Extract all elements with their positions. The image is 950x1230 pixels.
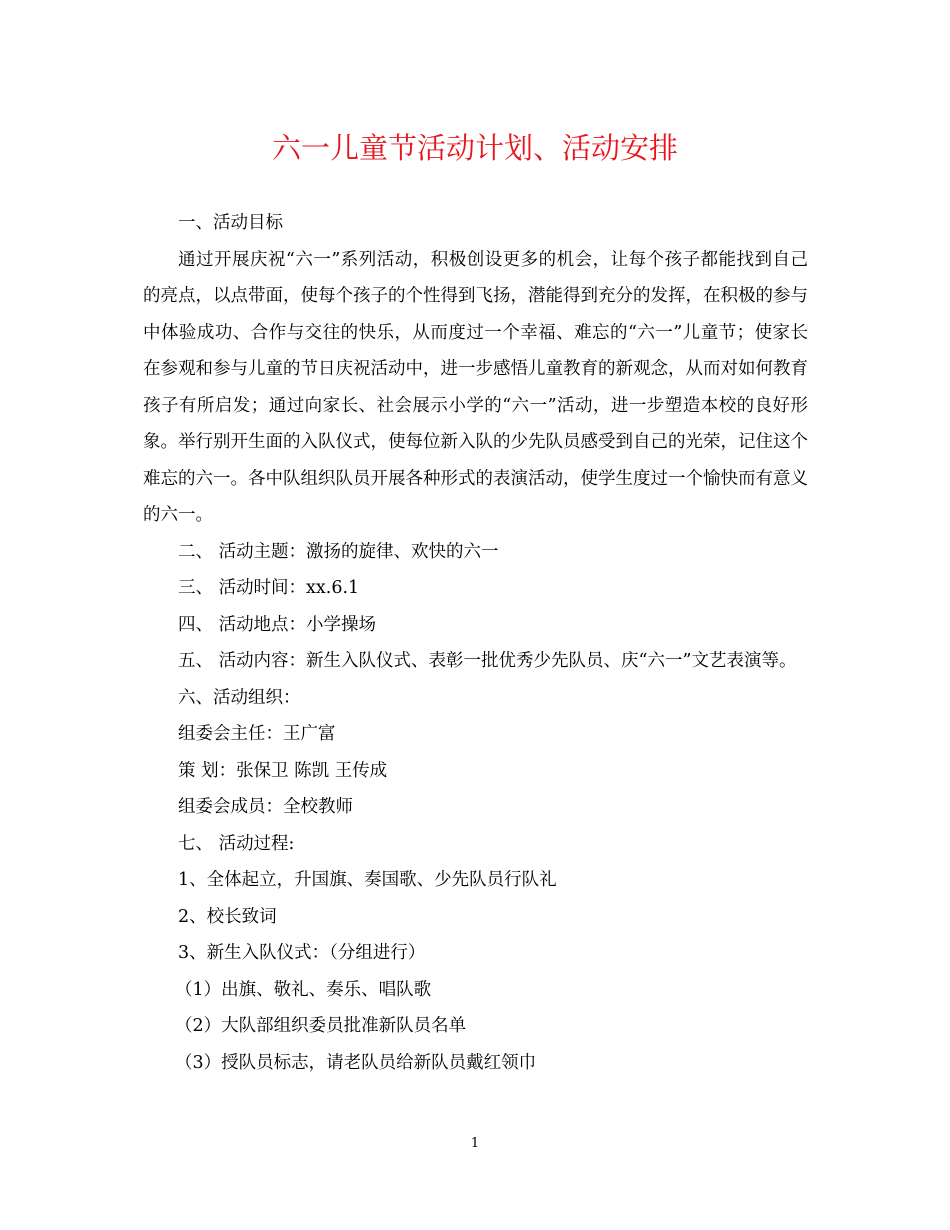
- process-substep-2: （2）大队部组织委员批准新队员名单: [175, 1016, 467, 1036]
- process-substep-3: （3）授队员标志，请老队员给新队员戴红领巾: [175, 1052, 537, 1073]
- section-content: 五、 活动内容：新生入队仪式、表彰一批优秀少先队员、庆“六一”文艺表演等。: [178, 651, 797, 671]
- committee-director: 组委会主任：王广富: [178, 724, 336, 744]
- process-step-3: 3、新生入队仪式：（分组进行）: [178, 943, 426, 963]
- process-step-1: 1、全体起立，升国旗、奏国歌、少先队员行队礼: [178, 870, 557, 890]
- section-location: 四、 活动地点：小学操场: [178, 614, 377, 635]
- section-organization: 六、活动组织：: [178, 687, 301, 708]
- section-time: 三、 活动时间：xx.6.1: [178, 578, 360, 598]
- document-body: [143, 205, 808, 1081]
- section-process: 七、 活动过程:: [178, 833, 295, 854]
- process-substep-1: （1）出旗、敬礼、奏乐、唱队歌: [175, 979, 432, 1000]
- section-theme: 二、 活动主题：激扬的旋律、欢快的六一: [178, 541, 499, 562]
- goals-paragraph: 通过开展庆祝“六一”系列活动，积极创设更多的机会，让每个孩子都能找到自己的亮点，以点带面，使每个孩子的个性得到飞扬，潜能得到充分的发挥，在积极的参与中体验成功、合作与交往的快乐，从而度过一个幸福、难忘的“六一”儿童节；使家长在参观和参与儿童的节日庆祝活动中，进一步感悟儿童教育的新观念，从而对如何教育孩子有所启发；通过向家长、社会展示小学的“六一”活动，进一步塑造本校的良好形象。举行别开生面的入队仪式，使每位新入队的少先队员感受到自己的光荣，记住这个难忘的六一。各中队组织队员开展各种形式的表演活动，使学生度过一个愉快而有意义的六一。: [143, 249, 808, 525]
- document-title: 六一儿童节活动计划、活动安排: [271, 131, 678, 165]
- planners: 策 划：张保卫 陈凯 王传成: [178, 760, 388, 781]
- section-heading-goals: 一、活动目标: [178, 213, 283, 233]
- page-number: 1: [470, 1136, 480, 1151]
- process-step-2: 2、校长致词: [178, 906, 277, 927]
- committee-members: 组委会成员：全校教师: [178, 797, 353, 817]
